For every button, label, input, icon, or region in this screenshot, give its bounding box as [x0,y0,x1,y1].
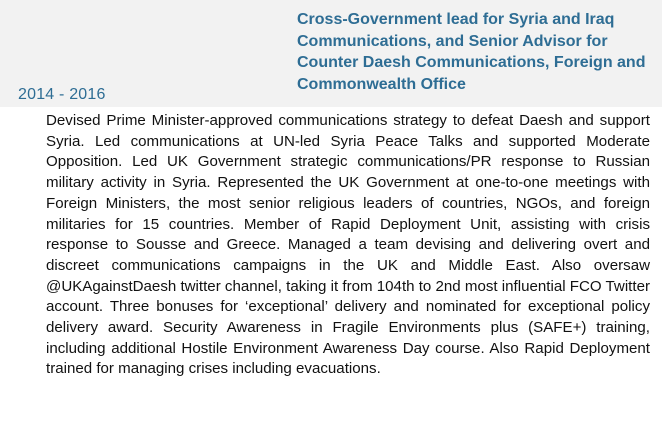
entry-period: 2014 - 2016 [18,86,106,103]
entry-description: Devised Prime Minister-approved communications strategy to defeat Daesh and support Syria. Led communications at UN-led Syria Peace Talks and supported Moderate Opposition. Led UK Government strategic communications/PR response to Russian military activity in Syria. Represented the UK Government at one-to-one meetings with Foreign Ministers, the most senior religious leaders of countries, NGOs, and foreign militaries for 15 countries. Member of Rapid Deployment Unit, assisting with crisis response to Sousse and Greece. Managed a team devising and delivering overt and discreet communications campaigns in the UK and Middle East. Also oversaw @UKAgainstDaesh twitter channel, taking it from 104th to 2nd most influential FCO Twitter account. Three bonuses for ‘exceptional’ delivery and nominated for exceptional policy delivery award. Security Awareness in Fragile Environments plus (SAFE+) training, including additional Hostile Environment Awareness Day course. Also Rapid Deployment trained for managing crises including evacuations. [46,112,650,378]
entry-header-band [0,0,662,107]
entry-role-title: Cross-Government lead for Syria and Iraq Communications, and Senior Advisor for Counter Daesh Communications, Foreign and Commonwealth Office [297,11,646,93]
